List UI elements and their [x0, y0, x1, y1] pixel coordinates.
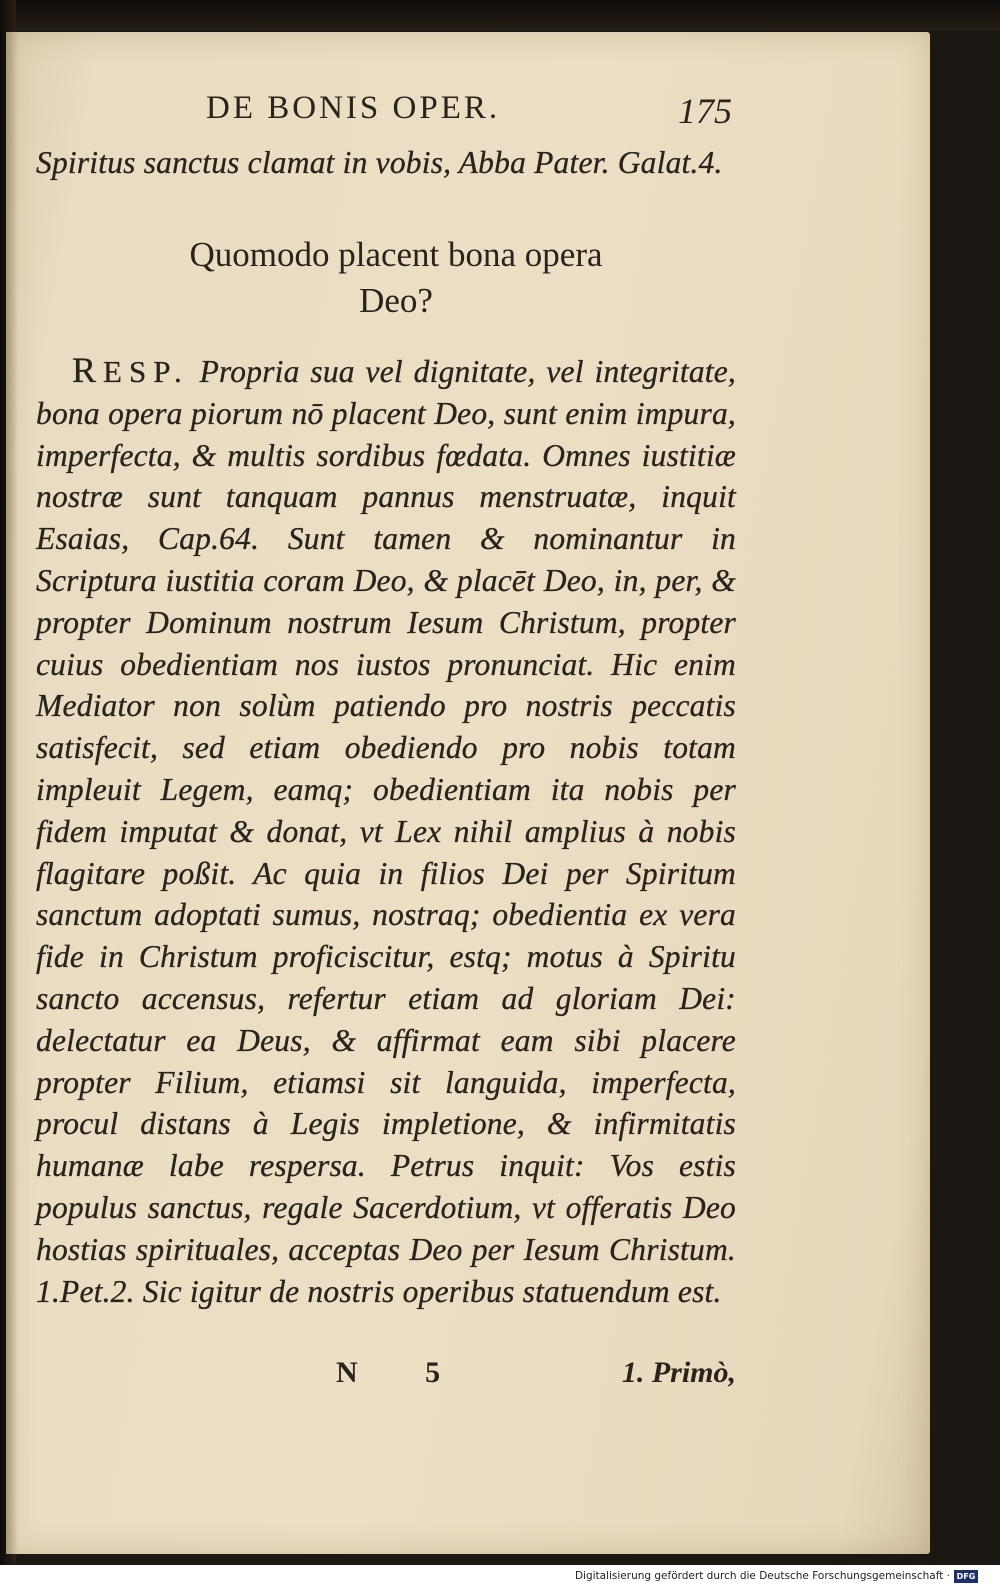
continuation-text: Spiritus sanctus clamat in vobis, Abba Pater. Galat.4.: [36, 145, 723, 180]
answer-paragraph: [36, 350, 736, 1312]
answer-text: Propria sua vel dignitate, vel integritate, bona opera piorum nō placent Deo, sunt enim impura, imperfecta, & multis sordibus fœdata. Omnes iustitiæ nostræ sunt tanquam pannus menstruatæ, inquit Esaias, Cap.64. Sunt tamen & nominantur in Scriptura iustitia coram Deo, & placēt Deo, in, per, & propter Dominum nostrum Iesum Christum, propter cuius obedientiam nos iustos pronunciat. Hic enim Mediator non solùm patiendo pro nostris peccatis satisfecit, sed etiam obediendo pro nobis totam impleuit Legem, eamq; obedientiam ita nobis per fidem imputat & donat, vt Lex nihil amplius à nobis flagitare poßit. Ac quia in filios Dei per Spiritum sanctum adoptati sumus, nostraq; obedientia ex vera fide in Christum proficiscitur, estq; motus à Spiritu sancto accensus, refertur etiam ad gloriam Dei: delectatur ea Deus, & affirmat eam sibi placere propter Filium, etiamsi sit languida, imperfecta, procul distans à Legis impletione, & infirmitatis humanæ labe respersa. Petrus inquit: Vos estis populus sanctus, regale Sacerdotium, vt offeratis Deo hostias spirituales, acceptas Deo per Iesum Christum. 1.Pet.2. Sic igitur de nostris operibus statuendum est.: [36, 354, 736, 1309]
running-head: DE BONIS OPER.: [206, 90, 501, 126]
catchword: 1. Primò,: [621, 1356, 736, 1389]
page-header: [206, 90, 766, 136]
funding-bar: [0, 1565, 1000, 1590]
resp-label: [72, 350, 189, 390]
dfg-logo-icon: DFG: [954, 1570, 978, 1583]
resp-label-rest: ESP.: [103, 354, 189, 389]
question-heading: [116, 232, 676, 324]
question-line-2: Deo?: [359, 281, 433, 320]
page-number: 175: [678, 91, 732, 131]
scan-background-top: [0, 0, 1000, 30]
page-gutter-shadow: [6, 32, 18, 1554]
funding-note: Digitalisierung gefördert durch die Deutsche Forschungsgemeinschaft ·: [574, 1570, 950, 1582]
question-line-1: Quomodo placent bona opera: [189, 235, 603, 274]
signature-mark: N 5: [336, 1356, 471, 1389]
resp-initial: R: [72, 350, 104, 390]
book-page: [6, 32, 930, 1554]
page-footer: [336, 1356, 736, 1400]
